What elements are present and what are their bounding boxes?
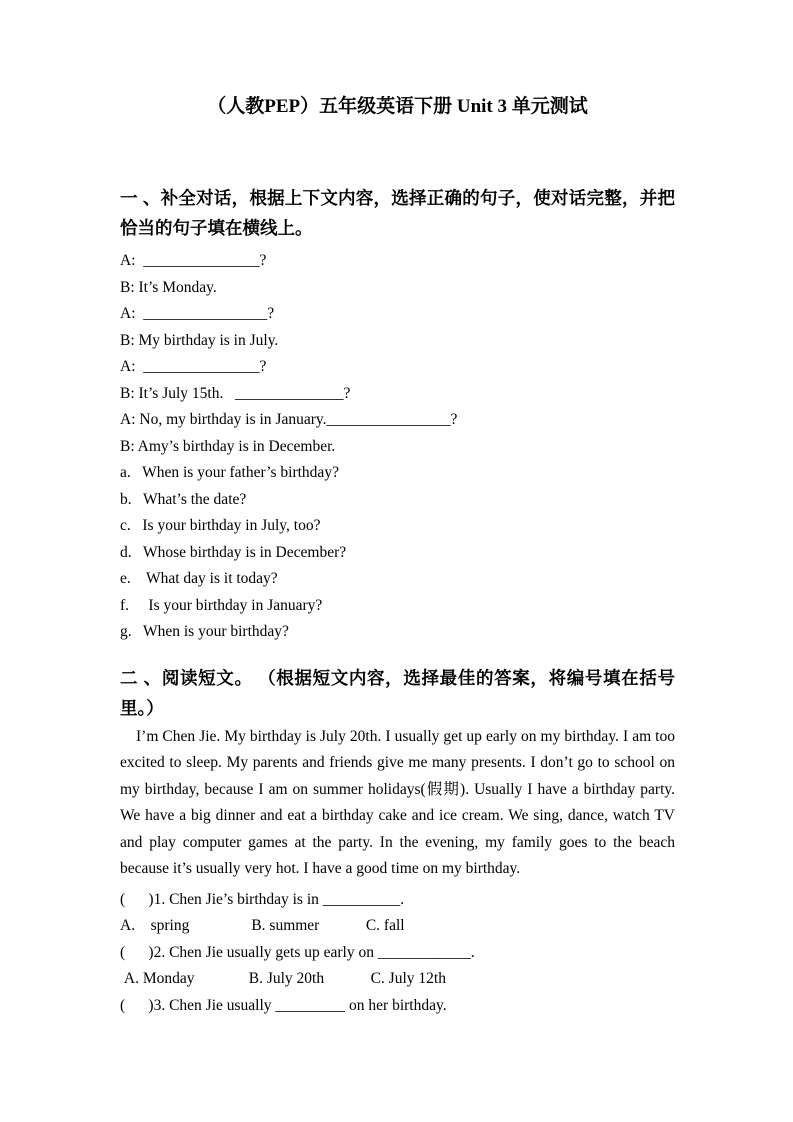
- dialogue-block: [120, 248, 675, 460]
- dialogue-line: A: No, my birthday is in January.________________?: [120, 411, 458, 428]
- dialogue-line: A: _______________?: [120, 358, 267, 375]
- dialogue-line: A: _______________?: [120, 252, 267, 269]
- option-item: c. Is your birthday in July, too?: [120, 517, 321, 534]
- section2-heading: 二 、阅读短文。 （根据短文内容，选择最佳的答案，将编号填在括号里。）: [120, 667, 675, 718]
- dialogue-line: A: ________________?: [120, 305, 275, 322]
- question-stem: ( )2. Chen Jie usually gets up early on ____________.: [120, 943, 475, 961]
- questions-block: [120, 887, 675, 1020]
- dialogue-line: B: Amy’s birthday is in December.: [120, 437, 336, 455]
- section1-heading: 一 、补全对话，根据上下文内容，选择正确的句子，使对话完整，并把恰当的句子填在横线上。: [120, 188, 675, 238]
- question-stem: ( )3. Chen Jie usually _________ on her birthday.: [120, 996, 447, 1014]
- option-item: f. Is your birthday in January?: [120, 596, 323, 614]
- option-item: g. When is your birthday?: [120, 623, 289, 640]
- question-choices: A. spring B. summer C. fall: [120, 917, 405, 934]
- option-item: a. When is your father’s birthday?: [120, 464, 339, 481]
- options-block: [120, 460, 675, 646]
- option-item: d. Whose birthday is in December?: [120, 543, 347, 561]
- page-title: （人教PEP）五年级英语下册 Unit 3 单元测试: [207, 96, 588, 117]
- option-item: e. What day is it today?: [120, 570, 278, 587]
- dialogue-line: B: It’s Monday.: [120, 278, 217, 296]
- dialogue-line: B: It’s July 15th. ______________?: [120, 384, 351, 402]
- question-stem: ( )1. Chen Jie’s birthday is in __________.: [120, 890, 405, 908]
- option-item: b. What’s the date?: [120, 490, 247, 508]
- reading-passage: I’m Chen Jie. My birthday is July 20th. I usually get up early on my birthday. I am too excited to sleep. My parents and friends give me many presents. I don’t go to school on my birthday, because I am on summer holidays(假期). Usually I have a birthday party. We have a big dinner and eat a birthday cake and ice cream. We sing, dance, watch TV and play computer games at the party. In the evening, my family goes to the beach because it’s usually very hot. I have a good time on my birthday.: [120, 727, 675, 877]
- question-choices: A. Monday B. July 20th C. July 12th: [120, 970, 446, 987]
- dialogue-line: B: My birthday is in July.: [120, 331, 279, 349]
